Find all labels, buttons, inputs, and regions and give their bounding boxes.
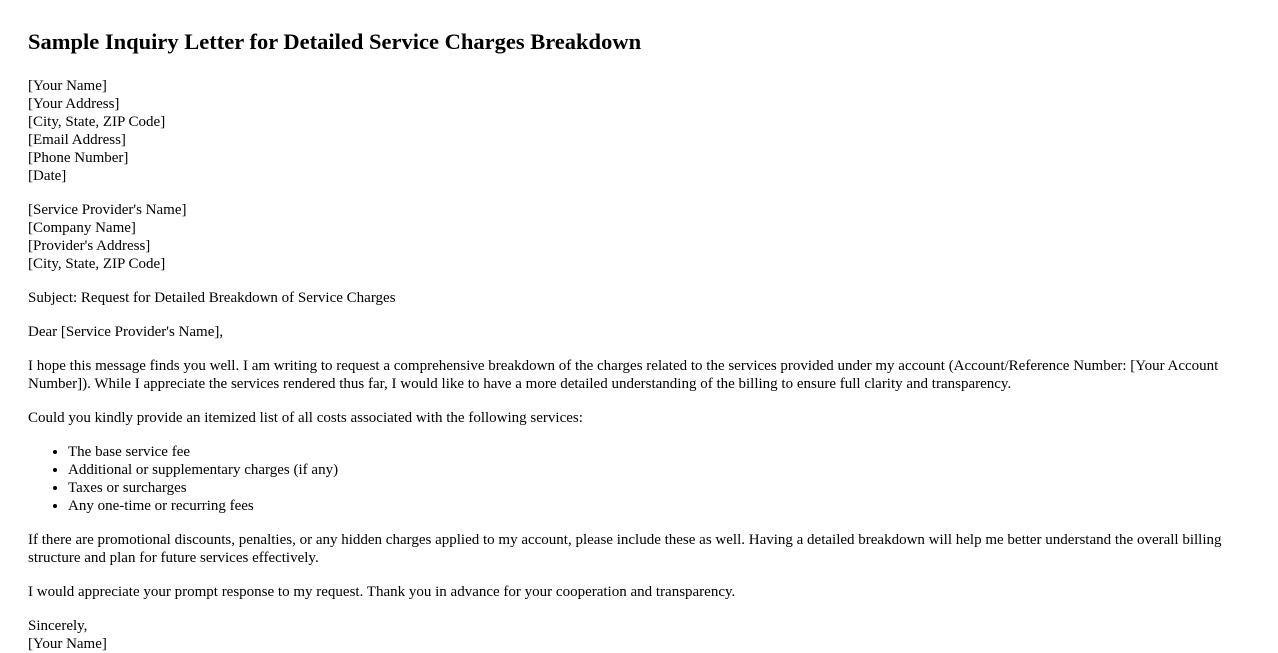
sender-name: [Your Name] bbox=[28, 78, 107, 94]
list-item: • Additional or supplementary charges (if any) bbox=[68, 461, 1250, 479]
list-item: • Taxes or surcharges bbox=[68, 479, 1250, 497]
signature: [Your Name] bbox=[28, 636, 107, 652]
salutation: Dear [Service Provider's Name], bbox=[28, 324, 224, 340]
recipient-company: [Company Name] bbox=[28, 220, 136, 236]
sender-address: [Your Address] bbox=[28, 96, 120, 112]
subject-line: Subject: Request for Detailed Breakdown of Service Charges bbox=[28, 290, 396, 306]
recipient-address-block bbox=[28, 201, 1250, 273]
body-paragraph-request: Could you kindly provide an itemized list of all costs associated with the following services: bbox=[28, 410, 583, 426]
list-item: • The base service fee bbox=[68, 443, 1250, 461]
page-title: Sample Inquiry Letter for Detailed Service Charges Breakdown bbox=[28, 29, 642, 54]
recipient-name: [Service Provider's Name] bbox=[28, 202, 187, 218]
recipient-address: [Provider's Address] bbox=[28, 238, 151, 254]
sender-address-block bbox=[28, 77, 1250, 185]
sender-phone: [Phone Number] bbox=[28, 150, 129, 166]
closing: Sincerely, bbox=[28, 618, 88, 634]
list-item: • Any one-time or recurring fees bbox=[68, 497, 1250, 515]
body-paragraph-thanks: I would appreciate your prompt response to my request. Thank you in advance for your cooperation and transparency. bbox=[28, 584, 736, 600]
letter-date: [Date] bbox=[28, 168, 67, 184]
closing-block bbox=[28, 617, 1250, 653]
charges-list bbox=[28, 443, 1250, 515]
recipient-city-state-zip: [City, State, ZIP Code] bbox=[28, 256, 166, 272]
body-paragraph-intro: I hope this message finds you well. I am writing to request a comprehensive breakdown of the charges related to the services provided under my account (Account/Reference Number: [Your Account Number]). While I appreciate the services rendered thus far, I would like to have a more detailed understanding of the billing to ensure full clarity and transparency. bbox=[28, 358, 1219, 392]
sender-city-state-zip: [City, State, ZIP Code] bbox=[28, 114, 166, 130]
sender-email: [Email Address] bbox=[28, 132, 126, 148]
body-paragraph-discounts: If there are promotional discounts, penalties, or any hidden charges applied to my account, please include these as well. Having a detailed breakdown will help me better understand the overall billing structure and plan for future services effectively. bbox=[28, 532, 1222, 566]
